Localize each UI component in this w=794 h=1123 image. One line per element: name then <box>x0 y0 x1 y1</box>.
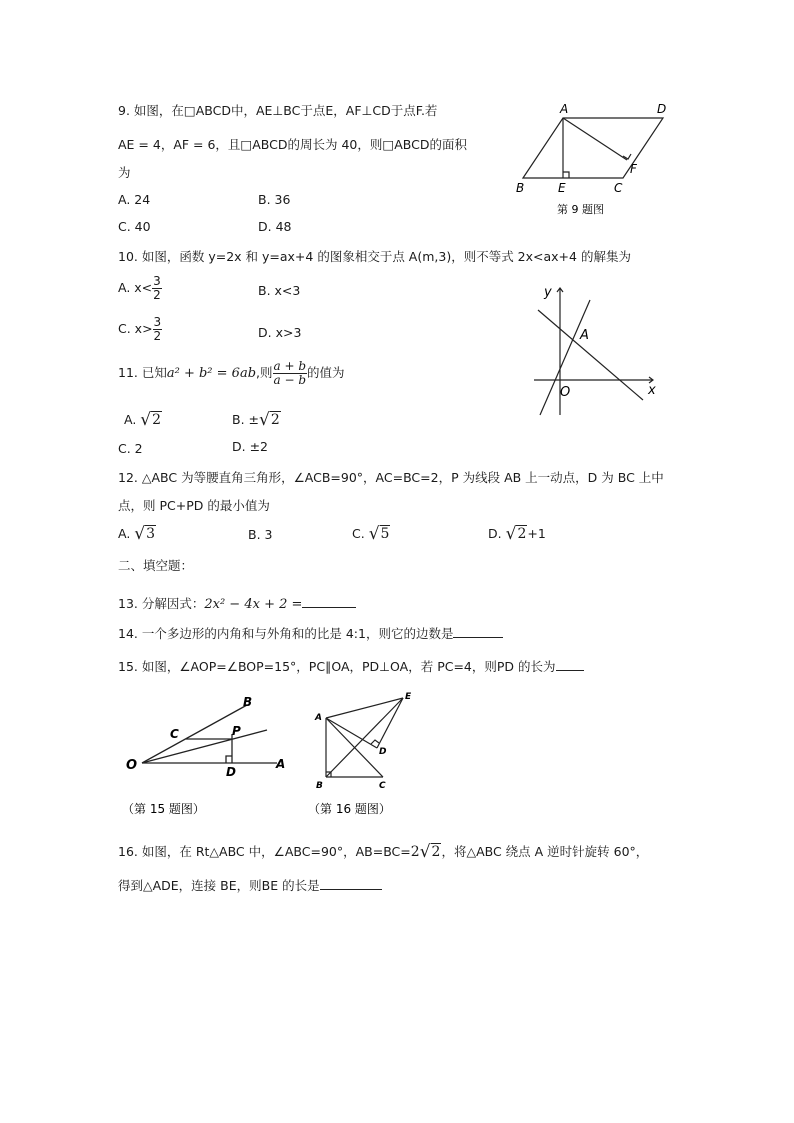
q13-stem <box>118 594 356 612</box>
fig15-label-c: C <box>170 727 179 741</box>
sqrt-symbol: √5 <box>368 524 390 544</box>
q12-option-d <box>488 524 546 544</box>
q15-text: 15. 如图，∠AOP=∠BOP=15°，PC∥OA，PD⊥OA，若 PC=4，则PD 的长为 <box>118 659 556 674</box>
q16-coefficient: 2 <box>410 844 420 860</box>
q16-line2-text: 得到△ADE，连接 BE，则BE 的长是 <box>118 878 320 893</box>
sqrt-symbol: √2 <box>140 410 162 430</box>
figure-15-angle <box>122 692 292 822</box>
q15-answer-blank <box>556 670 584 671</box>
q10-stem: 10. 如图，函数 y=2x 和 y=ax+4 的图象相交于点 A(m,3)，则不等式 2x<ax+4 的解集为 <box>118 249 631 264</box>
q12-stem-line2: 点，则 PC+PD 的最小值为 <box>118 498 270 513</box>
q11-option-a-prefix: A. <box>124 412 137 427</box>
figure-10-graph <box>528 280 663 418</box>
q13-answer-blank <box>302 607 356 608</box>
sqrt-symbol: √2 <box>259 410 280 430</box>
fig9-caption: 第 9 题图 <box>557 203 604 216</box>
fig10-label-a: A <box>580 328 589 343</box>
q16-stem-line1 <box>118 842 648 862</box>
q12-option-d-radicand: 2 <box>517 526 527 542</box>
q10-option-d: D. x>3 <box>258 325 302 340</box>
sqrt-symbol: √3 <box>134 524 156 544</box>
fig9-label-b: B <box>516 181 525 195</box>
q14-answer-blank <box>453 637 503 638</box>
fig9-label-e: E <box>558 181 566 195</box>
q16-line1-prefix: 16. 如图，在 Rt△ABC 中，∠ABC=90°，AB=BC= <box>118 844 411 859</box>
q11-stem <box>118 360 345 387</box>
fig16-label-c: C <box>379 781 386 791</box>
q13-text: 13. 分解因式： <box>118 596 205 611</box>
q9-option-d: D. 48 <box>258 219 292 234</box>
fig16-label-a: A <box>315 713 322 723</box>
q10-option-c <box>118 316 162 343</box>
q9-option-a: A. 24 <box>118 192 151 207</box>
q10-option-c-den: 2 <box>153 329 162 343</box>
q16-radicand: 2 <box>431 844 441 860</box>
fig9-label-d: D <box>657 102 667 116</box>
q10-option-a <box>118 275 162 302</box>
q11-equation: a² + b² = 6ab <box>166 366 257 381</box>
q10-option-a-num: 3 <box>153 274 161 288</box>
q12-option-c-radicand: 5 <box>380 526 390 542</box>
fig16-label-b: B <box>316 781 323 791</box>
fig15-label-o: O <box>126 758 138 773</box>
q11-option-b-radicand: 2 <box>270 412 280 428</box>
q11-option-c: C. 2 <box>118 441 143 456</box>
fig16-label-e: E <box>405 692 412 702</box>
q10-option-c-prefix: C. x> <box>118 321 153 336</box>
section-2-heading: 二、填空题： <box>118 558 194 573</box>
q11-suffix: 的值为 <box>307 365 345 380</box>
fig10-label-y: y <box>544 285 552 300</box>
figure-9-parallelogram <box>508 98 678 223</box>
q9-stem-line1: 9. 如图，在□ABCD中，AE⊥BC于点E，AF⊥CD于点F.若 <box>118 103 438 118</box>
q10-option-a-fraction <box>152 275 162 302</box>
q10-option-a-prefix: A. x< <box>118 280 153 295</box>
q12-option-a-prefix: A. <box>118 526 131 541</box>
q11-option-b <box>232 410 281 430</box>
q12-option-b: B. 3 <box>248 527 273 542</box>
sqrt-symbol: √2 <box>419 842 441 862</box>
q14-stem <box>118 624 503 642</box>
fig9-label-c: C <box>614 181 623 195</box>
q12-option-a <box>118 524 156 544</box>
q14-text: 14. 一个多边形的内角和与外角和的比是 4:1，则它的边数是 <box>118 626 454 641</box>
q13-expression: 2x² − 4x + 2 = <box>204 597 303 612</box>
q10-option-b: B. x<3 <box>258 283 301 298</box>
q10-option-c-fraction <box>153 316 163 343</box>
fig16-label-d: D <box>379 747 387 757</box>
q10-option-a-den: 2 <box>153 288 161 302</box>
q11-fraction <box>273 360 308 387</box>
q12-option-a-radicand: 3 <box>146 526 156 542</box>
q16-line1-suffix: ，将△ABC 绕点 A 逆时针旋转 60°， <box>441 844 649 859</box>
fig10-label-o: O <box>560 385 571 400</box>
figure-16-rotation <box>306 688 426 823</box>
q11-frac-den: a − b <box>273 373 307 387</box>
q9-stem-line3: 为 <box>118 165 131 180</box>
fig15-caption: （第 15 题图） <box>122 802 205 816</box>
q10-option-c-num: 3 <box>153 315 162 329</box>
fig10-label-x: x <box>648 383 656 398</box>
q16-stem-line2 <box>118 876 382 894</box>
q15-stem <box>118 657 584 675</box>
q12-stem-line1: 12. △ABC 为等腰直角三角形，∠ACB=90°，AC=BC=2，P 为线段 AB 上一动点，D 为 BC 上中 <box>118 470 664 485</box>
fig9-label-f: F <box>630 162 637 176</box>
q11-option-a-radicand: 2 <box>152 412 162 428</box>
sqrt-symbol: √2 <box>505 524 527 544</box>
q11-option-d: D. ±2 <box>232 439 268 454</box>
q11-option-b-prefix: B. ± <box>232 412 259 427</box>
q11-frac-num: a + b <box>273 359 307 373</box>
q9-option-b: B. 36 <box>258 192 291 207</box>
q12-option-d-suffix: +1 <box>527 526 546 541</box>
fig9-label-a: A <box>560 102 569 116</box>
q11-option-a <box>124 410 162 430</box>
q12-option-d-prefix: D. <box>488 526 502 541</box>
fig16-caption: （第 16 题图） <box>308 802 391 816</box>
q12-option-c <box>352 524 390 544</box>
q16-answer-blank <box>320 889 382 890</box>
q11-mid: ,则 <box>256 365 273 380</box>
fig15-label-a: A <box>276 757 286 771</box>
fig15-label-b: B <box>243 695 253 709</box>
q9-option-c: C. 40 <box>118 219 151 234</box>
q11-prefix: 11. 已知 <box>118 365 167 380</box>
fig15-label-d: D <box>226 765 236 779</box>
q9-stem-line2: AE = 4，AF = 6，且□ABCD的周长为 40，则□ABCD的面积 <box>118 137 467 152</box>
q12-option-c-prefix: C. <box>352 526 365 541</box>
fig15-label-p: P <box>232 724 241 738</box>
